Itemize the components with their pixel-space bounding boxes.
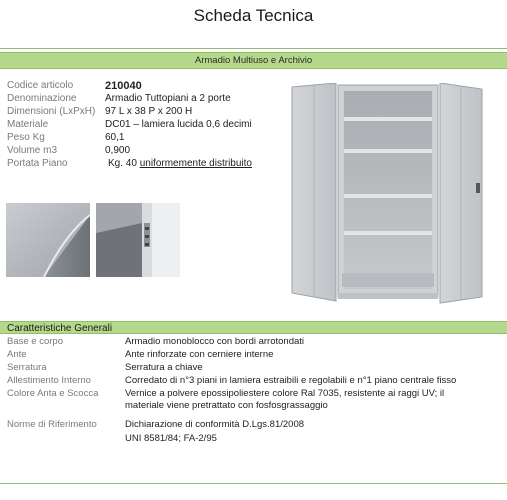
load-distribution: uniformemente distribuito [139, 158, 252, 169]
spec-label: Materiale [7, 119, 49, 130]
spec-value: 210040 [105, 80, 142, 92]
spec-label: Volume m3 [7, 145, 58, 156]
general-value-line: materiale viene pretrattato con fosfosgrassaggio [125, 400, 328, 411]
page-title: Scheda Tecnica [193, 6, 314, 25]
general-value-line: Vernice a polvere epossipoliestere colore Ral 7035, resistente ai raggi UV; il [125, 388, 445, 399]
general-label: Allestimento Interno [7, 375, 91, 386]
spec-value: Armadio Tuttopiani a 2 porte [105, 93, 231, 104]
general-value-line: UNI 8581/84; FA-2/95 [125, 433, 217, 444]
spec-label: Denominazione [7, 93, 77, 104]
cabinet-photo [286, 83, 490, 307]
divider [0, 48, 507, 49]
spec-label: Codice articolo [7, 80, 74, 91]
load-amount: Kg. 40 [108, 158, 140, 169]
general-label: Ante [7, 349, 27, 360]
general-value-line: Ante rinforzate con cerniere interne [125, 349, 274, 360]
spec-label: Peso Kg [7, 132, 45, 143]
general-value-line: Serratura a chiave [125, 362, 203, 373]
general-label: Base e corpo [7, 336, 63, 347]
general-label: Colore Anta e Scocca [7, 388, 99, 399]
general-value-line: Dichiarazione di conformità D.Lgs.81/2008 [125, 419, 305, 430]
hinge-detail-photo [96, 203, 180, 277]
spec-label: Dimensioni (LxPxH) [7, 106, 96, 117]
general-value [125, 419, 495, 445]
divider [0, 483, 507, 484]
general-label: Norme di Riferimento [7, 419, 97, 430]
general-value-line: Armadio monoblocco con bordi arrotondati [125, 336, 305, 347]
spec-value: DC01 – lamiera lucida 0,6 decimi [105, 119, 252, 130]
spec-value: 97 L x 38 P x 200 H [105, 106, 193, 117]
general-value [125, 375, 495, 387]
spec-label: Portata Piano [7, 158, 68, 169]
spec-value: 60,1 [105, 132, 125, 143]
spec-value [108, 158, 252, 170]
general-label: Serratura [7, 362, 47, 373]
spec-value: 0,900 [105, 145, 131, 156]
general-value [125, 362, 495, 374]
section-header: Caratteristiche Generali [0, 321, 507, 334]
general-value [125, 336, 495, 348]
product-band: Armadio Multiuso e Archivio [0, 52, 507, 69]
general-value-line: Corredato di n°3 piani in lamiera estraibili e regolabili e n°1 piano centrale fisso [125, 375, 457, 386]
general-value [125, 388, 495, 412]
corner-detail-photo [6, 203, 90, 277]
general-value [125, 349, 495, 361]
